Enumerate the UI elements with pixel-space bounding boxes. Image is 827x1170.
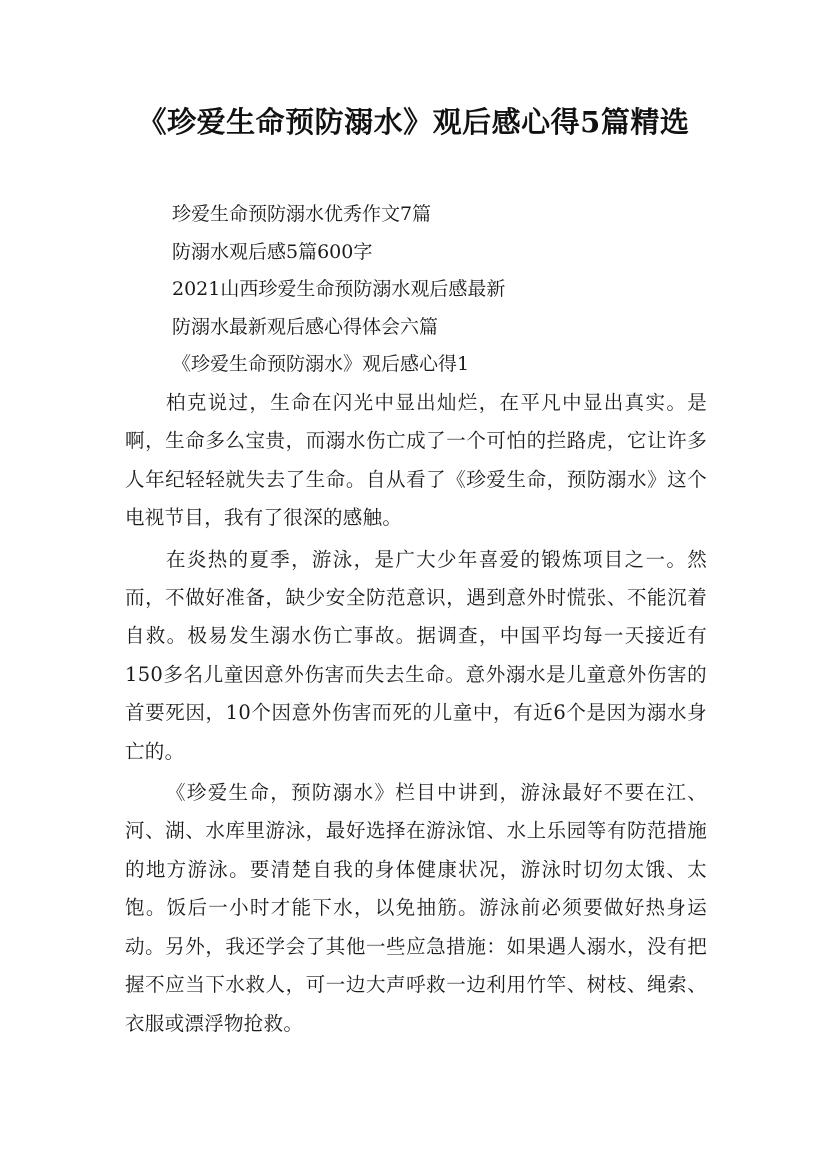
related-link-1[interactable]: 珍爱生命预防溺水优秀作文7篇 — [172, 203, 432, 225]
article-body — [125, 384, 707, 1046]
section-heading-1: 《珍爱生命预防溺水》观后感心得1 — [172, 353, 470, 375]
related-links-list — [172, 196, 732, 384]
paragraph-3: 《珍爱生命，预防溺水》栏目中讲到，游泳最好不要在江、河、湖、水库里游泳，最好选择在游泳馆、水上乐园等有防范措施的地方游泳。要清楚自我的身体健康状况，游泳时切勿太饿、太饱。饭后一小时才能下水，以免抽筋。游泳前必须要做好热身运动。另外，我还学会了其他一些应急措施：如果遇人溺水，没有把握不应当下水救人，可一边大声呼救一边利用竹竿、树枝、绳索、衣服或漂浮物抢救。 — [125, 781, 707, 1035]
related-link-3[interactable]: 2021山西珍爱生命预防溺水观后感最新 — [172, 278, 506, 300]
related-link-4[interactable]: 防溺水最新观后感心得体会六篇 — [172, 315, 439, 338]
paragraph-2: 在炎热的夏季，游泳，是广大少年喜爱的锻炼项目之一。然而，不做好准备，缺少安全防范意识，遇到意外时慌张、不能沉着自救。极易发生溺水伤亡事故。据调查，中国平均每一天接近有150多名儿童因意外伤害而失去生命。意外溺水是儿童意外伤害的首要死因，10个因意外伤害而死的儿童中，有近6个是因为溺水身亡的。 — [125, 547, 707, 763]
document-title: 《珍爱生命预防溺水》观后感心得5篇精选 — [137, 105, 690, 139]
related-link-2[interactable]: 防溺水观后感5篇600字 — [172, 240, 373, 263]
paragraph-1: 柏克说过，生命在闪光中显出灿烂，在平凡中显出真实。是啊，生命多么宝贵，而溺水伤亡成了一个可怕的拦路虎，它让许多人年纪轻轻就失去了生命。自从看了《珍爱生命，预防溺水》这个电视节目，我有了很深的感触。 — [125, 391, 707, 530]
